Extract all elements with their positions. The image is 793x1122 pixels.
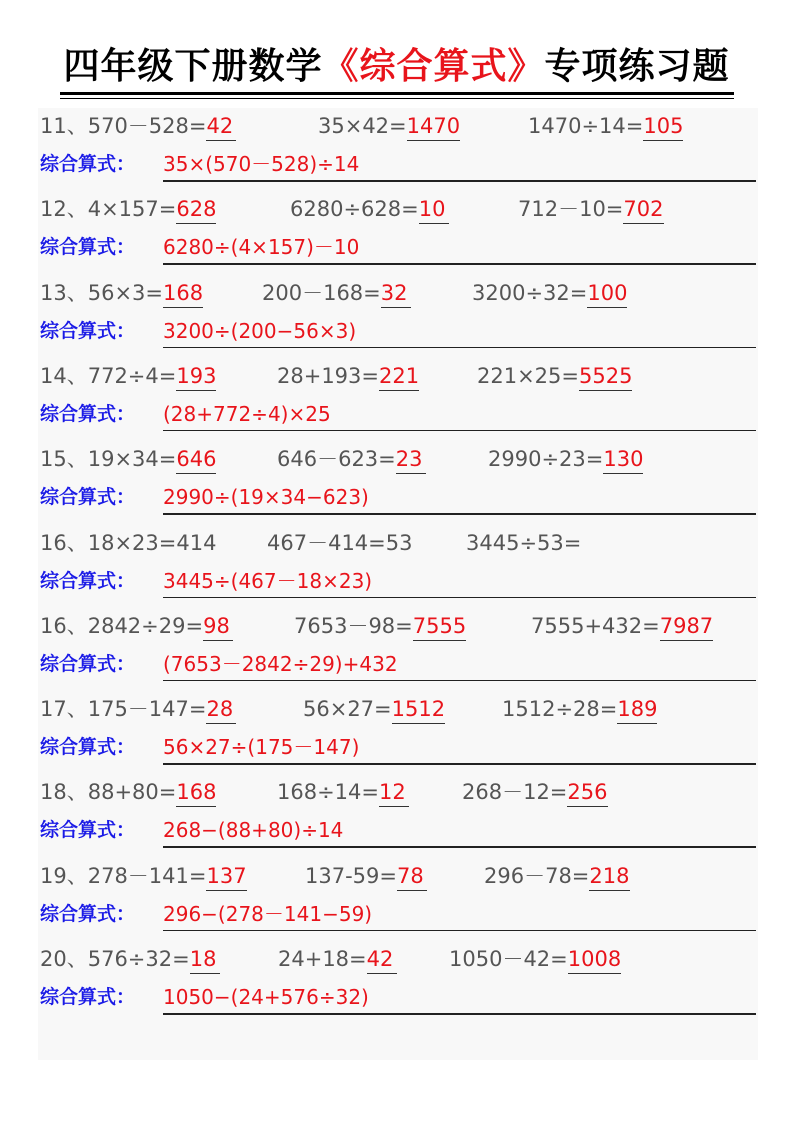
exercise-row bbox=[38, 441, 758, 524]
step-2 bbox=[278, 941, 397, 977]
step-3 bbox=[466, 525, 581, 561]
step-1-expr: 20、576÷32= bbox=[40, 947, 190, 971]
step-1-answer: 137 bbox=[206, 862, 246, 891]
step-3 bbox=[449, 941, 621, 977]
step-1-expr: 19、278－141= bbox=[40, 863, 207, 888]
formula-expression: (28+772÷4)×25 bbox=[163, 401, 331, 426]
step-1-answer: 28 bbox=[206, 695, 236, 724]
formula-underline bbox=[163, 846, 756, 848]
step-3-expr: 268－12= bbox=[462, 780, 568, 805]
step-1-expr: 13、56×3= bbox=[40, 280, 163, 305]
step-1 bbox=[40, 358, 216, 394]
step-3 bbox=[528, 108, 683, 144]
formula-label: 综合算式： bbox=[40, 486, 136, 509]
step-3-expr: 2990÷23= bbox=[488, 447, 604, 472]
calc-line bbox=[40, 941, 756, 977]
step-3-answer: 702 bbox=[623, 195, 663, 224]
step-1-answer: 18 bbox=[190, 945, 220, 974]
step-3-expr: 221×25= bbox=[477, 363, 579, 388]
step-2-answer: 7555 bbox=[413, 612, 466, 641]
step-1-answer: 168 bbox=[176, 778, 216, 807]
step-2 bbox=[318, 108, 460, 144]
formula-underline bbox=[163, 597, 756, 599]
exercise-row bbox=[38, 525, 758, 608]
formula-expression: (7653－2842÷29)+432 bbox=[163, 651, 398, 676]
formula-expression: 6280÷(4×157)－10 bbox=[163, 235, 360, 260]
step-3-answer: 100 bbox=[587, 279, 627, 308]
step-2-expr: 24+18= bbox=[278, 947, 367, 971]
step-2-expr: 28+193= bbox=[277, 363, 379, 388]
formula-label: 综合算式： bbox=[40, 652, 136, 675]
step-1-answer: 98 bbox=[203, 612, 233, 641]
formula-line bbox=[38, 313, 758, 349]
step-3 bbox=[531, 608, 713, 644]
step-1 bbox=[40, 774, 216, 810]
step-3 bbox=[502, 691, 657, 727]
formula-expression: 35×(570－528)÷14 bbox=[163, 152, 360, 176]
step-3-answer: 189 bbox=[617, 695, 657, 724]
title-part-2: 《综合算式》 bbox=[322, 46, 545, 87]
step-1-answer: 42 bbox=[206, 112, 236, 141]
step-2-answer: 23 bbox=[396, 445, 426, 474]
step-3-answer: 218 bbox=[589, 862, 629, 891]
exercise-row bbox=[38, 608, 758, 691]
formula-line bbox=[38, 396, 758, 432]
formula-expression: 268−(88+80)÷14 bbox=[163, 818, 344, 843]
step-3 bbox=[488, 441, 643, 477]
step-2-answer: 42 bbox=[367, 945, 397, 974]
formula-label: 综合算式： bbox=[40, 902, 136, 925]
step-3-expr: 3200÷32= bbox=[472, 280, 588, 305]
step-1 bbox=[40, 525, 216, 561]
formula-expression: 296−(278－141−59) bbox=[163, 901, 373, 926]
step-2-answer: 32 bbox=[381, 279, 411, 308]
step-2-expr: 35×42= bbox=[318, 114, 407, 138]
exercise-row bbox=[38, 691, 758, 774]
step-1 bbox=[40, 191, 216, 227]
step-2-expr: 56×27= bbox=[303, 697, 392, 722]
calc-line bbox=[40, 275, 756, 311]
step-2-expr: 646－623= bbox=[277, 447, 396, 472]
step-3 bbox=[477, 358, 632, 394]
formula-label: 综合算式： bbox=[40, 569, 136, 592]
formula-line bbox=[38, 229, 758, 265]
exercise-row bbox=[38, 774, 758, 857]
calc-line bbox=[40, 691, 756, 727]
step-2 bbox=[290, 191, 449, 227]
formula-expression: 3200÷(200−56×3) bbox=[163, 318, 357, 343]
step-2-answer: 78 bbox=[397, 862, 427, 891]
formula-underline bbox=[163, 930, 756, 932]
step-2 bbox=[267, 525, 412, 561]
formula-line bbox=[38, 563, 758, 599]
step-3-expr: 1512÷28= bbox=[502, 697, 618, 722]
formula-expression: 1050−(24+576÷32) bbox=[163, 985, 369, 1009]
calc-line bbox=[40, 525, 756, 561]
exercise-row bbox=[38, 191, 758, 274]
step-2 bbox=[277, 774, 409, 810]
formula-label: 综合算式： bbox=[40, 736, 136, 759]
step-1-expr: 11、570－528= bbox=[40, 114, 207, 138]
step-2-expr: 168÷14= bbox=[277, 780, 379, 805]
formula-label: 综合算式： bbox=[40, 986, 136, 1008]
step-1-expr: 12、4×157= bbox=[40, 197, 177, 222]
formula-expression: 2990÷(19×34−623) bbox=[163, 485, 369, 510]
step-2-answer: 10 bbox=[419, 195, 449, 224]
formula-line bbox=[38, 479, 758, 515]
step-3-answer: 5525 bbox=[579, 362, 632, 391]
step-1 bbox=[40, 608, 233, 644]
calc-line bbox=[40, 774, 756, 810]
formula-underline bbox=[163, 347, 756, 349]
formula-label: 综合算式： bbox=[40, 236, 136, 259]
formula-underline bbox=[163, 513, 756, 515]
step-1 bbox=[40, 275, 203, 311]
step-3-answer: 256 bbox=[567, 778, 607, 807]
calc-line bbox=[40, 108, 756, 144]
calc-line bbox=[40, 191, 756, 227]
step-3-expr: 1470÷14= bbox=[528, 114, 644, 138]
step-3 bbox=[484, 858, 630, 894]
step-3 bbox=[518, 191, 664, 227]
step-2 bbox=[277, 358, 419, 394]
exercise-row bbox=[38, 858, 758, 941]
formula-underline bbox=[163, 680, 756, 682]
formula-underline bbox=[163, 180, 756, 182]
step-2-answer: 1512 bbox=[392, 695, 445, 724]
step-1-answer: 193 bbox=[176, 362, 216, 391]
step-3-answer: 130 bbox=[603, 445, 643, 474]
page-title bbox=[0, 44, 793, 90]
step-1 bbox=[40, 941, 220, 977]
step-2-expr: 6280÷628= bbox=[290, 197, 419, 222]
step-3 bbox=[472, 275, 627, 311]
step-3-expr: 296－78= bbox=[484, 863, 590, 888]
step-1-expr: 16、2842÷29= bbox=[40, 613, 204, 638]
exercise-row bbox=[38, 108, 758, 191]
step-3 bbox=[462, 774, 608, 810]
step-3-expr: 1050－42= bbox=[449, 947, 568, 971]
step-2-answer: 1470 bbox=[407, 112, 460, 141]
formula-line bbox=[38, 146, 758, 182]
step-2-expr: 200－168= bbox=[262, 280, 381, 305]
step-1-expr: 15、19×34= bbox=[40, 447, 177, 472]
step-1-expr: 14、772÷4= bbox=[40, 363, 177, 388]
formula-underline bbox=[163, 263, 756, 265]
step-2-expr: 137-59= bbox=[305, 863, 397, 888]
step-3-expr: 3445÷53= bbox=[466, 530, 582, 555]
formula-underline bbox=[163, 763, 756, 765]
step-1-answer: 646 bbox=[176, 445, 216, 474]
step-2-expr: 7653－98= bbox=[294, 613, 413, 638]
formula-label: 综合算式： bbox=[40, 319, 136, 342]
step-1-expr: 17、175－147= bbox=[40, 697, 207, 722]
step-2-answer: 221 bbox=[379, 362, 419, 391]
formula-line bbox=[38, 896, 758, 932]
step-2 bbox=[303, 691, 445, 727]
exercise-row bbox=[38, 941, 758, 1024]
calc-line bbox=[40, 441, 756, 477]
step-1-expr: 16、18×23=414 bbox=[40, 530, 217, 555]
formula-line bbox=[38, 812, 758, 848]
exercise-row bbox=[38, 358, 758, 441]
formula-line bbox=[38, 646, 758, 682]
formula-expression: 3445÷(467－18×23) bbox=[163, 568, 373, 593]
formula-underline bbox=[163, 1013, 756, 1015]
calc-line bbox=[40, 608, 756, 644]
formula-label: 综合算式： bbox=[40, 819, 136, 842]
step-2 bbox=[305, 858, 427, 894]
step-2 bbox=[277, 441, 426, 477]
step-3-answer: 1008 bbox=[568, 945, 621, 974]
step-2 bbox=[294, 608, 466, 644]
title-underline-thin bbox=[60, 98, 734, 99]
calc-line bbox=[40, 858, 756, 894]
formula-underline bbox=[163, 430, 756, 432]
step-3-answer: 105 bbox=[643, 112, 683, 141]
formula-expression: 56×27÷(175－147) bbox=[163, 735, 360, 760]
step-1-answer: 168 bbox=[163, 279, 203, 308]
step-1-answer: 628 bbox=[176, 195, 216, 224]
step-2-expr: 467－414=53 bbox=[267, 530, 413, 555]
formula-label: 综合算式： bbox=[40, 402, 136, 425]
calc-line bbox=[40, 358, 756, 394]
step-3-expr: 712－10= bbox=[518, 197, 624, 222]
formula-label: 综合算式： bbox=[40, 153, 136, 175]
step-2-answer: 12 bbox=[379, 778, 409, 807]
title-underline-thick bbox=[60, 92, 734, 95]
step-3-answer: 7987 bbox=[660, 612, 713, 641]
step-1 bbox=[40, 108, 236, 144]
title-part-3: 专项练习题 bbox=[544, 46, 730, 87]
step-1 bbox=[40, 691, 236, 727]
formula-line bbox=[38, 729, 758, 765]
step-1 bbox=[40, 441, 216, 477]
step-3-expr: 7555+432= bbox=[531, 613, 660, 638]
step-2 bbox=[262, 275, 411, 311]
step-1 bbox=[40, 858, 247, 894]
formula-line bbox=[38, 979, 758, 1015]
exercise-row bbox=[38, 275, 758, 358]
step-1-expr: 18、88+80= bbox=[40, 780, 177, 805]
title-part-1: 四年级下册数学 bbox=[63, 46, 323, 87]
